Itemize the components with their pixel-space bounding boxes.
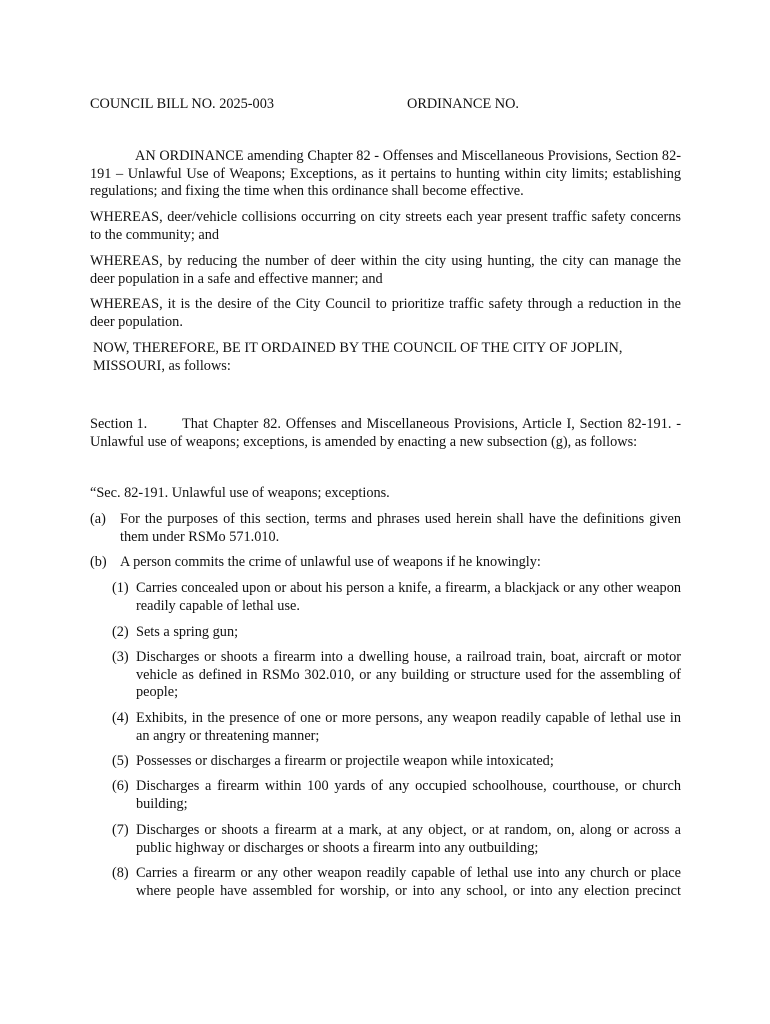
section-title: “Sec. 82-191. Unlawful use of weapons; exceptions. [90,485,390,501]
list-item-label: (1) [112,580,129,596]
whereas-clause-2: WHEREAS, by reducing the number of deer within the city using hunting, the city can manage the deer population in a safe and effective manner; and [90,253,681,287]
subsection-a [90,511,681,547]
list-item-text: Discharges a firearm within 100 yards of any occupied schoolhouse, courthouse, or church building; [136,778,681,812]
list-item-text: Sets a spring gun; [136,624,239,640]
subsection-b-text: A person commits the crime of unlawful use of weapons if he knowingly: [120,554,541,570]
subsection-a-label: (a) [90,511,106,527]
list-item [112,624,681,642]
list-item [112,580,681,616]
list-item [112,753,681,771]
list-item-text: Exhibits, in the presence of one or more persons, any weapon readily capable of lethal use in an angry or threatening manner; [136,710,681,744]
list-item-label: (6) [112,778,129,794]
whereas-clause-3: WHEREAS, it is the desire of the City Council to prioritize traffic safety through a reduction in the deer population. [90,296,681,330]
list-item [112,865,681,901]
section-1-label: Section 1. [90,416,148,432]
subsection-a-text: For the purposes of this section, terms and phrases used herein shall have the definitions given them under RSMo 571.010. [120,511,681,545]
list-item-label: (8) [112,865,129,881]
subsection-b-label: (b) [90,554,107,570]
list-item [112,822,681,858]
list-item [112,710,681,746]
list-item [112,778,681,814]
list-item-label: (4) [112,710,129,726]
list-item-text: Possesses or discharges a firearm or projectile weapon while intoxicated; [136,753,554,769]
ordinance-number: ORDINANCE NO. [407,96,519,112]
subsection-b [90,554,681,572]
list-item-text: Carries a firearm or any other weapon readily capable of lethal use into any church or place where people have assembled for worship, or into any school, or into any election precinct [136,865,681,899]
list-item-label: (7) [112,822,129,838]
now-therefore-clause: NOW, THEREFORE, BE IT ORDAINED BY THE COUNCIL OF THE CITY OF JOPLIN, MISSOURI, as follows: [93,340,623,374]
list-item-label: (5) [112,753,129,769]
list-item-label: (2) [112,624,129,640]
list-item [112,649,681,703]
list-item-text: Discharges or shoots a firearm into a dwelling house, a railroad train, boat, aircraft or motor vehicle as defined in RSMo 302.010, or any building or structure used for the assembling of people; [136,649,681,700]
section-1 [90,416,681,451]
section-1-text: That Chapter 82. Offenses and Miscellaneous Provisions, Article I, Section 82-191. - Unlawful use of weapons; exceptions, is amended by enacting a new subsection (g), as follows: [90,416,681,450]
council-bill-number: COUNCIL BILL NO. 2025-003 [90,96,274,112]
whereas-clause-1: WHEREAS, deer/vehicle collisions occurring on city streets each year present traffic safety concerns to the community; and [90,209,681,243]
list-item-text: Carries concealed upon or about his person a knife, a firearm, a blackjack or any other weapon readily capable of lethal use. [136,580,681,614]
ordinance-intro: AN ORDINANCE amending Chapter 82 - Offenses and Miscellaneous Provisions, Section 82-191 – Unlawful Use of Weapons; Exceptions, as it pertains to hunting within city limits; establishing regulations; and fixing the time when this ordinance shall become effective. [90,148,681,199]
list-item-label: (3) [112,649,129,665]
list-item-text: Discharges or shoots a firearm at a mark, at any object, or at random, on, along or across a public highway or discharges or shoots a firearm into any outbuilding; [136,822,681,856]
